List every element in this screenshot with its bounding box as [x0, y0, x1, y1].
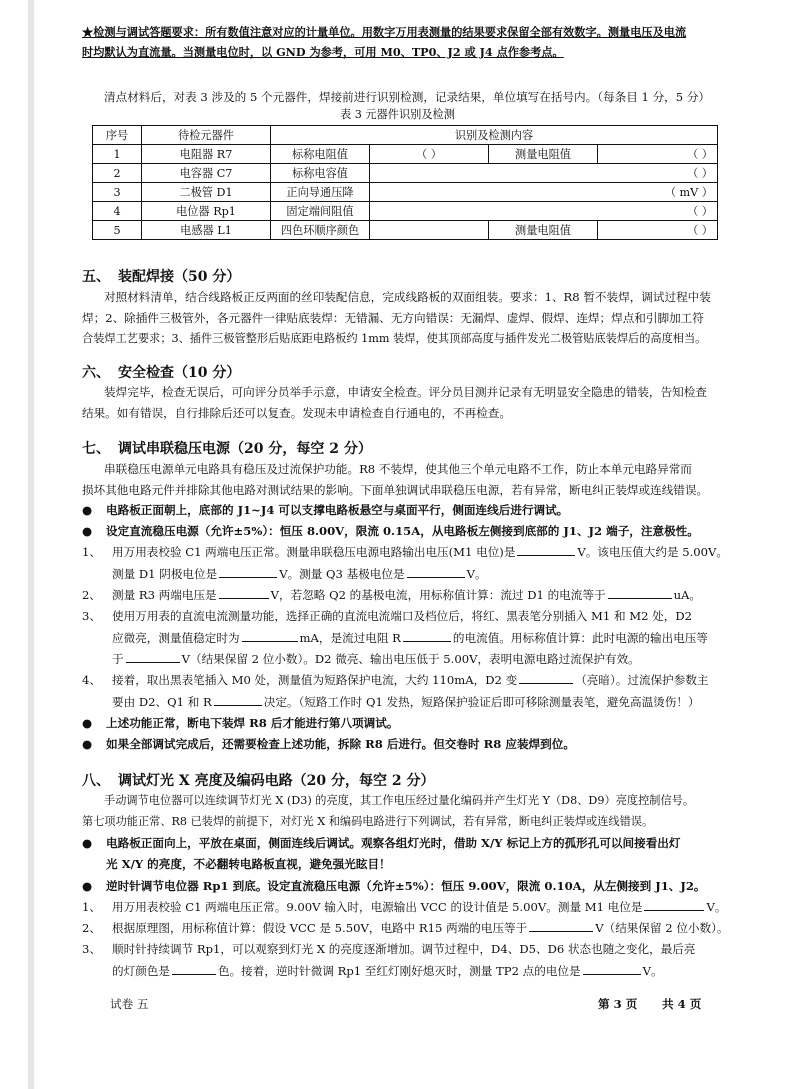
- bullet-icon: ●: [82, 836, 93, 850]
- section-number: 五、: [82, 269, 110, 285]
- row-no: 1: [93, 145, 142, 164]
- question-text: 应微亮，测量值稳定时为: [112, 630, 240, 645]
- answer-blank[interactable]: [608, 586, 672, 599]
- header-item: 待检元器件: [142, 126, 271, 145]
- question-text: 根据原理图，用标称值计算：假设 VCC 是 5.50V，电路中 R15 两端的电压等于: [112, 921, 528, 935]
- paragraph: 焊；2、除插件三极管外，各元器件一律贴底装焊：无错漏、无方向错误：无漏焊、虚焊、假焊、连焊；焊点和引脚加工符: [82, 311, 704, 325]
- question-text: 的电流值。用标称值计算：此时电源的输出电压等: [452, 630, 708, 645]
- row-label: 四色环顺序颜色: [271, 221, 370, 240]
- notice-line-1: ★检测与调试答题要求：所有数值注意对应的计量单位。用数字万用表测量的结果要求保留全部有效数字。测量电压及电流: [82, 25, 687, 39]
- row-item: 电感器 L1: [142, 221, 271, 240]
- section-8-heading: [82, 770, 434, 790]
- question-text: 用万用表校验 C1 两端电压正常。9.00V 输入时，电源输出 VCC 的设计值是 5.00V。测量 M1 电位是: [112, 900, 643, 914]
- question-item: [82, 897, 737, 919]
- bullet-text: 上述功能正常，断电下装焊 R8 后才能进行第八项调试。: [106, 716, 399, 730]
- bullet-item: [82, 734, 737, 755]
- bullet-item: [82, 713, 737, 734]
- footer-total-pages: 共 4 页: [662, 997, 702, 1011]
- question-number: 1、: [82, 900, 101, 914]
- question-text: 的灯颜色是: [112, 963, 170, 978]
- question-item: [82, 670, 737, 713]
- table-row: [93, 183, 718, 202]
- answer-blank[interactable]: [219, 586, 269, 599]
- section-number: 七、: [82, 441, 110, 457]
- row-label: 固定端间阻值: [271, 202, 370, 221]
- question-item: [82, 585, 737, 607]
- bullet-icon: ●: [82, 524, 93, 538]
- table-row: [93, 221, 718, 240]
- table-row: [93, 202, 718, 221]
- bullet-text: 光 X/Y 的亮度，不必翻转电路板直视，避免强光眩目！: [106, 857, 391, 871]
- bullet-item: [82, 500, 737, 521]
- component-table: [92, 125, 718, 240]
- row-no: 5: [93, 221, 142, 240]
- question-text: 色。接着，逆时针微调 Rp1 至红灯刚好熄灭时，测量 TP2 点的电位是: [217, 963, 581, 978]
- section-title: 安全检查（10 分）: [118, 365, 241, 381]
- table-header-row: [93, 126, 718, 145]
- notice-line-2: 时均默认为直流量。当测量电位时，以 GND 为参考，可用 M0、TP0、J2 或 J4 点作参考点。: [82, 45, 564, 59]
- table-row: [93, 164, 718, 183]
- bullet-icon: ●: [82, 737, 93, 751]
- bullet-icon: ●: [82, 716, 93, 730]
- paragraph: 装焊完毕，检查无误后，可向评分员举手示意，申请安全检查。评分员目测并记录有无明显安全隐患的错装，告知检查: [104, 385, 707, 399]
- question-number: 2、: [82, 921, 101, 935]
- section-number: 六、: [82, 365, 110, 381]
- row-answer-field[interactable]: （ ）: [370, 164, 718, 183]
- row-no: 2: [93, 164, 142, 183]
- paragraph: 第七项功能正常、R8 已装焊的前提下，对灯光 X 和编码电路进行下列调试，若有异常，断电纠正装焊或连线错误。: [82, 815, 654, 828]
- table-row: [93, 145, 718, 164]
- section-title: 调试灯光 X 亮度及编码电路（20 分，每空 2 分）: [118, 773, 435, 789]
- answer-blank[interactable]: [644, 898, 704, 911]
- row-answer-field[interactable]: （ ）: [598, 221, 718, 240]
- bullet-item: [82, 833, 737, 875]
- footer-exam-label: 试卷 五: [110, 997, 149, 1011]
- answer-blank[interactable]: [517, 543, 575, 556]
- answer-blank[interactable]: [519, 671, 573, 684]
- answer-blank[interactable]: [407, 565, 465, 578]
- left-margin-bar: [28, 0, 34, 1089]
- section-6-heading: [82, 362, 240, 382]
- bullet-text: 逆时针调节电位器 Rp1 到底。设定直流稳压电源（允许±5%）：恒压 9.00V，限流 0.10A，从左侧接到 J1、J2。: [106, 879, 706, 893]
- question-text: V。该电压值大约是 5.00V。: [577, 545, 729, 559]
- section-number: 八、: [82, 773, 110, 789]
- question-item: [82, 939, 737, 982]
- paragraph: 手动调节电位器可以连续调节灯光 X (D3) 的亮度，其工作电压经过量化编码并产生灯光 Y（D8、D9）亮度控制信号。: [104, 794, 695, 807]
- section-7-heading: [82, 438, 372, 458]
- row-label: 测量电阻值: [489, 221, 598, 240]
- answer-blank[interactable]: [242, 629, 298, 642]
- row-answer-field[interactable]: （ ）: [598, 145, 718, 164]
- question-number: 2、: [82, 588, 101, 602]
- answer-blank[interactable]: [403, 629, 451, 642]
- row-item: 二极管 D1: [142, 183, 271, 202]
- question-text: 要由 D2、Q1 和 R: [112, 694, 212, 709]
- table-caption: 表 3 元器件识别及检测: [340, 108, 455, 121]
- header-content: 识别及检测内容: [271, 126, 718, 145]
- question-text: V。: [466, 566, 487, 581]
- question-text: V。: [642, 963, 663, 978]
- row-answer-field[interactable]: （ mV ）: [370, 183, 718, 202]
- bullet-text: 电路板正面向上，平放在桌面，侧面连线后调试。观察各组灯光时，借助 X/Y 标记上方的孤形孔可以间接看出灯: [106, 836, 681, 850]
- question-item: [82, 918, 737, 940]
- question-text: V（结果保留 2 位小数）。D2 微亮、输出电压低于 5.00V，表明电源电路过流保护有效。: [181, 652, 640, 666]
- answer-blank[interactable]: [219, 565, 277, 578]
- answer-blank[interactable]: [172, 962, 216, 975]
- bullet-item: [82, 876, 737, 897]
- bullet-text: 如果全部调试完成后，还需要检查上述功能，拆除 R8 后进行。但交卷时 R8 应装焊到位。: [106, 737, 575, 751]
- question-text: V，若忽略 Q2 的基极电流，用标称值计算：流过 D1 的电流等于: [270, 588, 606, 602]
- question-item: [82, 542, 737, 585]
- row-label: 标称电容值: [271, 164, 370, 183]
- question-number: 3、: [82, 609, 101, 623]
- paragraph: 结果。如有错误，自行排除后还可以复查。发现未申请检查自行通电的，不再检查。: [82, 406, 511, 420]
- answer-blank[interactable]: [214, 693, 262, 706]
- question-text: 测量 R3 两端电压是: [112, 588, 217, 602]
- row-no: 4: [93, 202, 142, 221]
- row-answer-field[interactable]: （ ）: [370, 202, 718, 221]
- question-text: 使用万用表的直流电流测量功能，选择正确的直流电流端口及档位后，将红、黑表笔分别插入 M1 和 M2 处，D2: [112, 609, 693, 623]
- row-label: 正向导通压降: [271, 183, 370, 202]
- row-item: 电位器 Rp1: [142, 202, 271, 221]
- row-no: 3: [93, 183, 142, 202]
- bullet-text: 电路板正面朝上，底部的 J1~J4 可以支撑电路板悬空与桌面平行，侧面连线后进行调试。: [106, 503, 569, 517]
- paragraph: 对照材料清单，结合线路板正反两面的丝印装配信息，完成线路板的双面组装。要求：1、R8 暂不装焊，调试过程中装: [104, 290, 711, 304]
- footer-page-number: 第 3 页: [598, 997, 638, 1011]
- question-text: （亮暗）。过流保护参数主: [575, 673, 709, 687]
- answer-blank[interactable]: [529, 919, 593, 932]
- bullet-text: 设定直流稳压电源（允许±5%）：恒压 8.00V，限流 0.15A，从电路板左侧接到底部的 J1、J2 端子，注意极性。: [106, 524, 699, 538]
- header-no: 序号: [93, 126, 142, 145]
- question-text: V（结果保留 2 位小数）。: [595, 921, 729, 935]
- paragraph: 串联稳压电源单元电路具有稳压及过流保护功能。R8 不装焊，使其他三个单元电路不工作，防止本单元电路异常而: [104, 462, 692, 476]
- row-label: 测量电阻值: [489, 145, 598, 164]
- question-text: V。测量 Q3 基极电位是: [279, 566, 405, 581]
- row-item: 电阻器 R7: [142, 145, 271, 164]
- question-text: uA。: [673, 588, 701, 602]
- row-label: 标称电阻值: [271, 145, 370, 164]
- question-text: 用万用表校验 C1 两端电压正常。测量串联稳压电源电路输出电压(M1 电位)是: [112, 545, 516, 559]
- question-text: mA，是流过电阻 R: [299, 630, 401, 645]
- question-number: 4、: [82, 673, 101, 687]
- row-answer-field[interactable]: [370, 221, 489, 240]
- bullet-icon: ●: [82, 503, 93, 517]
- bullet-icon: ●: [82, 879, 93, 893]
- paragraph: 合装焊工艺要求；3、插件三极管整形后贴底距电路板约 1mm 装焊，使其顶部高度与插件发光二极管贴底装焊后的高度相当。: [82, 332, 707, 345]
- question-text: 测量 D1 阴极电位是: [112, 566, 218, 581]
- question-item: [82, 606, 737, 671]
- question-text: 接着，取出黑表笔插入 M0 处，测量值为短路保护电流，大约 110mA，D2 变: [112, 673, 518, 687]
- answer-blank[interactable]: [126, 650, 180, 663]
- question-number: 1、: [82, 545, 101, 559]
- section-title: 装配焊接（50 分）: [118, 269, 241, 285]
- answer-blank[interactable]: [583, 962, 641, 975]
- question-text: V。: [706, 900, 727, 914]
- bullet-item: [82, 521, 737, 542]
- row-item: 电容器 C7: [142, 164, 271, 183]
- question-number: 3、: [82, 942, 101, 956]
- question-text: 决定。（短路工作时 Q1 发热，短路保护验证后即可移除测量表笔，避免高温烫伤！）: [263, 694, 700, 709]
- row-answer-field[interactable]: （ ）: [370, 145, 489, 164]
- section-5-heading: [82, 266, 240, 286]
- paragraph: 损坏其他电路元件并排除其他电路对测试结果的影响。下面单独调试串联稳压电源，若有异常，断电纠正装焊或连线错误。: [82, 483, 709, 497]
- question-text: 顺时针持续调节 Rp1，可以观察到灯光 X 的亮度逐渐增加。调节过程中，D4、D5、D6 状态也随之变化，最后亮: [112, 942, 696, 956]
- question-text: 于: [112, 652, 124, 666]
- section-title: 调试串联稳压电源（20 分，每空 2 分）: [118, 441, 372, 457]
- table-intro: 清点材料后，对表 3 涉及的 5 个元器件，焊接前进行识别检测，记录结果，单位填写在括号内。（每条目 1 分，5 分）: [104, 90, 711, 104]
